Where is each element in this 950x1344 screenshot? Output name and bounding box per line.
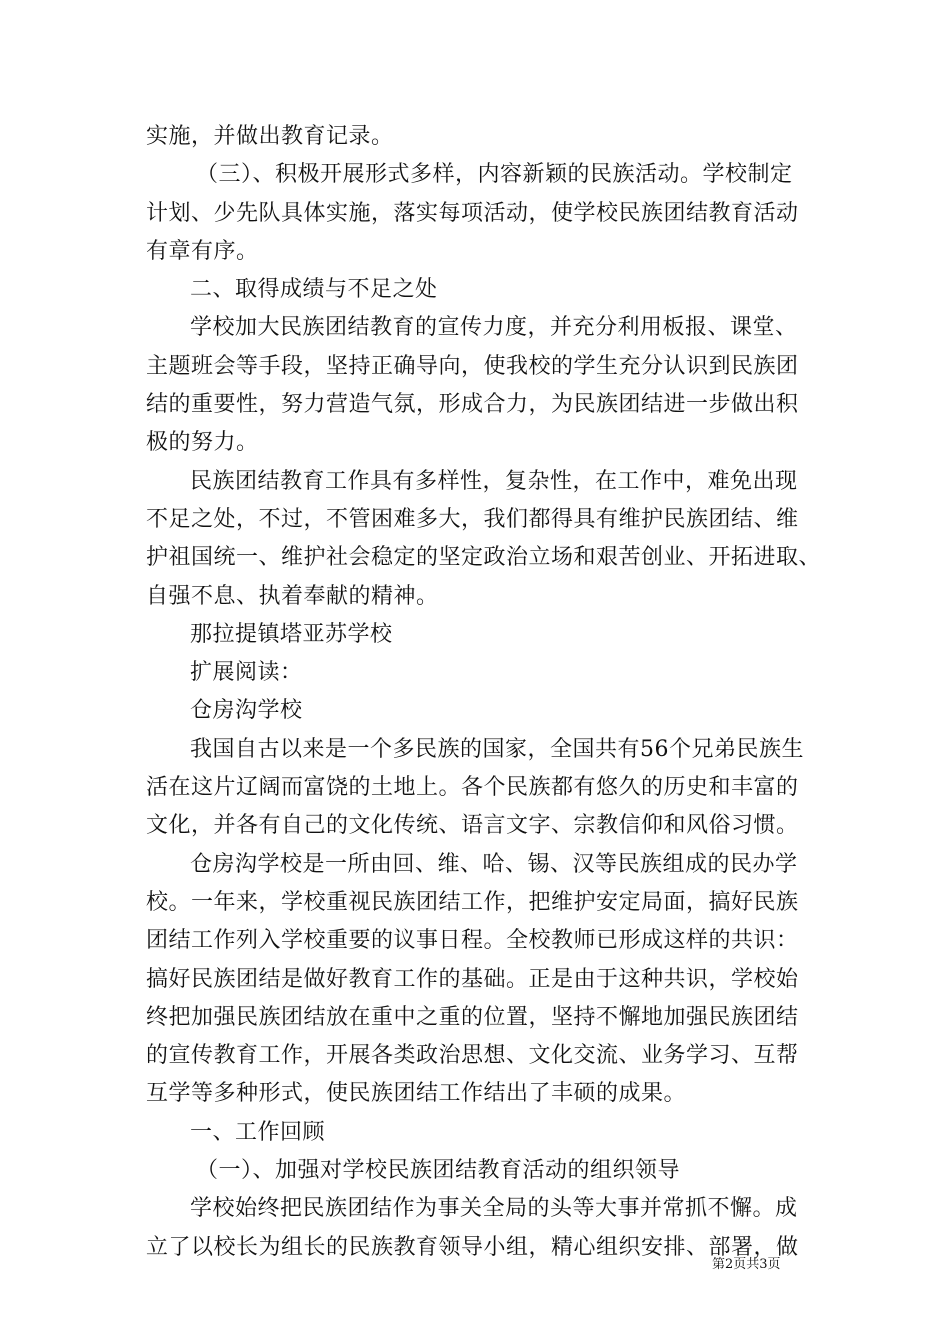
text-line: 不足之处，不过，不管困难多大，我们都得具有维护民族团结、维 [146, 506, 799, 532]
school-name: 仓房沟学校 [190, 698, 303, 724]
text-line: 校。一年来，学校重视民族团结工作，把维护安定局面，搞好民族 [146, 889, 799, 915]
text-line: 立了以校长为组长的民族教育领导小组，精心组织安排、部署，做 [146, 1234, 799, 1260]
text-line: 实施，并做出教育记录。 [146, 124, 394, 149]
page-number: 第2页共3页 [712, 1257, 781, 1272]
text-line: 搞好民族团结是做好教育工作的基础。正是由于这种共识，学校始 [146, 966, 799, 992]
document-body [146, 118, 822, 1267]
text-line: 的宣传教育工作，开展各类政治思想、文化交流、业务学习、互帮 [146, 1043, 799, 1069]
text-line: 学校加大民族团结教育的宣传力度，并充分利用板报、课堂、 [190, 315, 798, 341]
text-line: 民族团结教育工作具有多样性，复杂性，在工作中，难免出现 [190, 468, 798, 494]
text-line: 仓房沟学校是一所由回、维、哈、锡、汉等民族组成的民办学 [190, 851, 798, 877]
text-line: 我国自古以来是一个多民族的国家，全国共有56个兄弟民族生 [190, 736, 804, 762]
text-line: 活在这片辽阔而富饶的土地上。各个民族都有悠久的历史和丰富的 [146, 775, 799, 801]
text-line: 极的努力。 [146, 430, 259, 456]
section-heading: 一、工作回顾 [190, 1119, 326, 1145]
subsection-heading: （一）、加强对学校民族团结教育活动的组织领导 [196, 1158, 681, 1184]
text-line: 计划、少先队具体实施，落实每项活动，使学校民族团结教育活动 [146, 200, 799, 226]
text-line: 护祖国统一、维护社会稳定的坚定政治立场和艰苦创业、开拓进取、 [146, 545, 822, 571]
text-line: 团结工作列入学校重要的议事日程。全校教师已形成这样的共识： [146, 928, 799, 954]
section-heading: 二、取得成绩与不足之处 [190, 277, 438, 303]
text-line: （三）、积极开展形式多样，内容新颖的民族活动。学校制定 [196, 162, 793, 188]
text-line: 有章有序。 [146, 238, 259, 264]
text-line: 终把加强民族团结放在重中之重的位置，坚持不懈地加强民族团结 [146, 1004, 799, 1030]
text-line: 自强不息、执着奉献的精神。 [146, 583, 439, 609]
text-line: 主题班会等手段，坚持正确导向，使我校的学生充分认识到民族团 [146, 353, 799, 379]
text-line: 学校始终把民族团结作为事关全局的头等大事并常抓不懈。成 [190, 1196, 798, 1222]
text-line: 结的重要性，努力营造气氛，形成合力，为民族团结进一步做出积 [146, 392, 799, 418]
signature-line: 那拉提镇塔亚苏学校 [190, 621, 393, 647]
extended-reading-label: 扩展阅读： [190, 660, 303, 686]
text-line: 互学等多种形式，使民族团结工作结出了丰硕的成果。 [146, 1081, 687, 1107]
text-line: 文化，并各有自己的文化传统、语言文字、宗教信仰和风俗习惯。 [146, 813, 799, 839]
